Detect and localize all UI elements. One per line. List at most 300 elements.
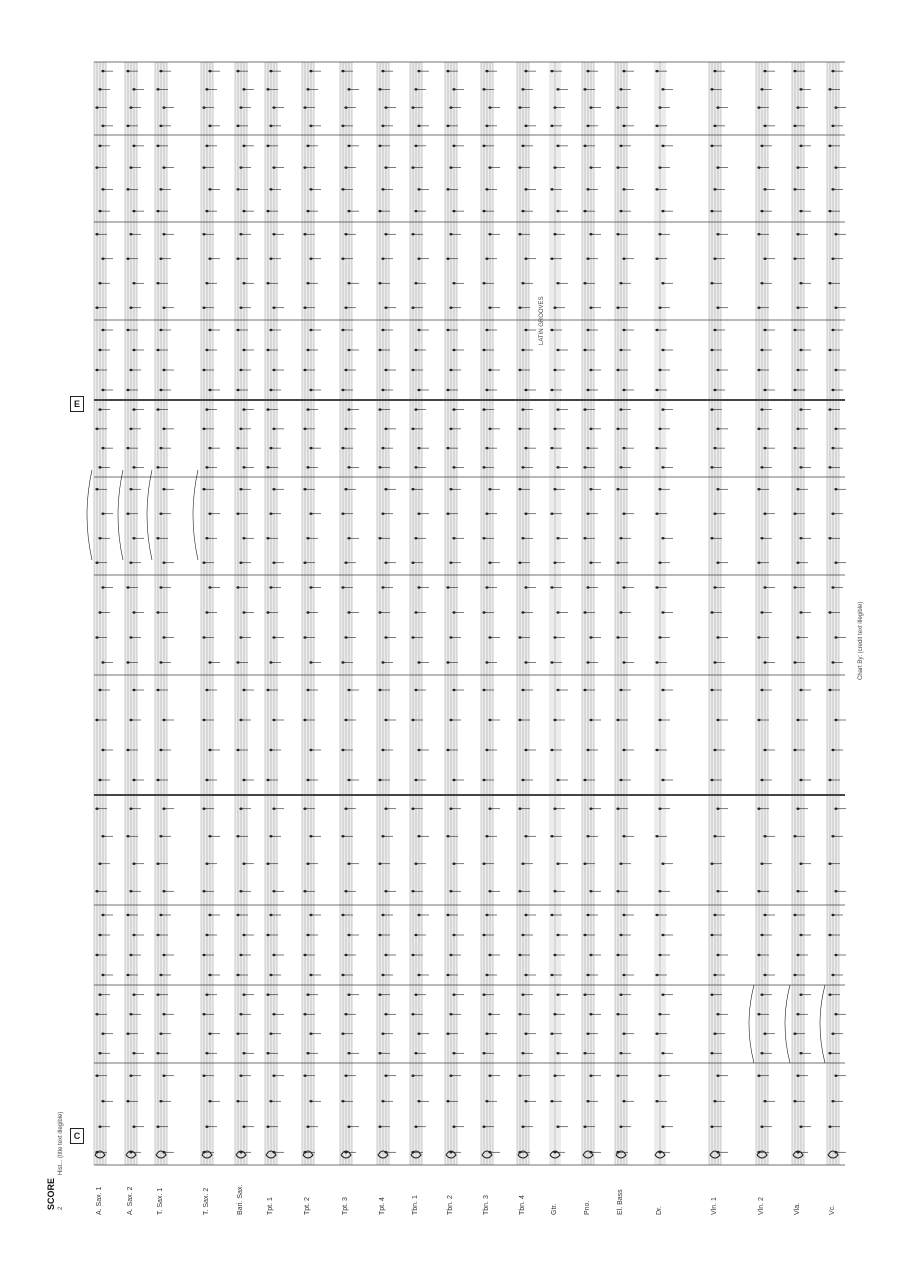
- note-head: [488, 562, 491, 564]
- note-head: [831, 661, 834, 663]
- note-head: [482, 1126, 485, 1128]
- note-head: [205, 537, 208, 539]
- note-head: [344, 636, 347, 638]
- note-head: [347, 779, 350, 781]
- note-head: [266, 779, 269, 781]
- note-head: [269, 188, 272, 190]
- note-head: [828, 689, 831, 691]
- note-head: [159, 125, 162, 127]
- note-head: [796, 233, 799, 235]
- note-head: [384, 890, 387, 892]
- note-head: [162, 369, 165, 371]
- note-head: [521, 408, 524, 410]
- note-head: [834, 233, 837, 235]
- note-head: [524, 586, 527, 588]
- note-head: [159, 329, 162, 331]
- note-head: [518, 369, 521, 371]
- note-head: [757, 233, 760, 235]
- note-head: [414, 349, 417, 351]
- note-head: [269, 1100, 272, 1102]
- note-head: [95, 488, 98, 490]
- note-head: [449, 369, 452, 371]
- note-head: [159, 389, 162, 391]
- note-head: [831, 835, 834, 837]
- note-head: [586, 1033, 589, 1035]
- instrument-label: T. Sax. 1: [157, 1187, 164, 1215]
- note-head: [716, 106, 719, 108]
- note-head: [303, 1075, 306, 1077]
- note-head: [449, 808, 452, 810]
- note-head: [162, 166, 165, 168]
- note-head: [378, 994, 381, 996]
- note-head: [414, 466, 417, 468]
- note-head: [266, 994, 269, 996]
- note-head: [156, 88, 159, 90]
- note-head: [95, 808, 98, 810]
- note-head: [713, 125, 716, 127]
- note-head: [239, 1013, 242, 1015]
- note-head: [381, 749, 384, 751]
- note-head: [556, 1052, 559, 1054]
- note-head: [381, 974, 384, 976]
- note-head: [589, 954, 592, 956]
- note-head: [485, 329, 488, 331]
- note-head: [414, 934, 417, 936]
- note-head: [132, 88, 135, 90]
- note-head: [452, 537, 455, 539]
- note-head: [162, 1151, 165, 1153]
- note-head: [589, 808, 592, 810]
- note-head: [658, 233, 661, 235]
- note-head: [521, 282, 524, 284]
- note-head: [796, 1013, 799, 1015]
- instrument-label: Tpt. 4: [379, 1197, 386, 1215]
- note-head: [132, 466, 135, 468]
- note-head: [344, 1075, 347, 1077]
- note-head: [384, 1013, 387, 1015]
- note-head: [763, 188, 766, 190]
- note-head: [828, 145, 831, 147]
- note-head: [126, 447, 129, 449]
- note-head: [556, 282, 559, 284]
- note-head: [616, 488, 619, 490]
- note-head: [583, 934, 586, 936]
- note-head: [556, 934, 559, 936]
- note-head: [485, 188, 488, 190]
- note-head: [417, 914, 420, 916]
- note-head: [156, 1052, 159, 1054]
- note-head: [446, 749, 449, 751]
- note-head: [619, 145, 622, 147]
- note-head: [799, 1126, 802, 1128]
- note-head: [586, 447, 589, 449]
- note-head: [485, 513, 488, 515]
- instrument-label: Tbn. 4: [519, 1195, 526, 1215]
- note-head: [411, 890, 414, 892]
- note-head: [488, 233, 491, 235]
- note-head: [417, 1033, 420, 1035]
- note-head: [661, 611, 664, 613]
- note-head: [242, 1052, 245, 1054]
- note-head: [381, 661, 384, 663]
- note-head: [710, 88, 713, 90]
- note-head: [524, 188, 527, 190]
- note-head: [661, 994, 664, 996]
- note-head: [828, 349, 831, 351]
- note-head: [446, 1100, 449, 1102]
- instrument-label: El. Bass: [617, 1189, 624, 1215]
- note-head: [834, 890, 837, 892]
- note-head: [831, 329, 834, 331]
- note-head: [132, 689, 135, 691]
- note-head: [202, 233, 205, 235]
- note-head: [710, 210, 713, 212]
- note-head: [202, 307, 205, 309]
- note-head: [341, 835, 344, 837]
- note-head: [760, 934, 763, 936]
- note-head: [658, 166, 661, 168]
- note-head: [796, 562, 799, 564]
- note-head: [524, 125, 527, 127]
- note-head: [799, 466, 802, 468]
- note-head: [132, 1052, 135, 1054]
- note-head: [266, 88, 269, 90]
- note-head: [417, 125, 420, 127]
- note-head: [452, 210, 455, 212]
- note-head: [793, 188, 796, 190]
- note-head: [239, 369, 242, 371]
- note-head: [411, 1151, 414, 1153]
- note-head: [796, 1151, 799, 1153]
- note-head: [518, 636, 521, 638]
- note-head: [347, 210, 350, 212]
- note-head: [622, 1033, 625, 1035]
- note-head: [828, 934, 831, 936]
- note-head: [658, 890, 661, 892]
- note-head: [95, 719, 98, 721]
- note-head: [242, 88, 245, 90]
- note-head: [303, 562, 306, 564]
- note-head: [303, 636, 306, 638]
- note-head: [101, 749, 104, 751]
- note-head: [716, 488, 719, 490]
- note-head: [449, 890, 452, 892]
- note-head: [482, 1052, 485, 1054]
- note-head: [347, 1126, 350, 1128]
- note-head: [619, 349, 622, 351]
- note-head: [414, 779, 417, 781]
- note-head: [344, 233, 347, 235]
- note-head: [553, 233, 556, 235]
- note-head: [208, 188, 211, 190]
- note-head: [586, 125, 589, 127]
- note-head: [414, 282, 417, 284]
- note-head: [98, 282, 101, 284]
- note-head: [716, 1013, 719, 1015]
- note-head: [446, 125, 449, 127]
- note-head: [828, 611, 831, 613]
- note-head: [556, 466, 559, 468]
- note-head: [619, 210, 622, 212]
- note-head: [713, 974, 716, 976]
- note-head: [710, 934, 713, 936]
- note-head: [309, 125, 312, 127]
- note-head: [583, 466, 586, 468]
- note-head: [347, 88, 350, 90]
- note-head: [828, 88, 831, 90]
- note-head: [129, 562, 132, 564]
- note-head: [101, 974, 104, 976]
- note-head: [518, 1013, 521, 1015]
- note-head: [488, 1013, 491, 1015]
- note-head: [622, 513, 625, 515]
- note-head: [550, 586, 553, 588]
- note-head: [793, 749, 796, 751]
- note-head: [306, 934, 309, 936]
- note-head: [757, 636, 760, 638]
- note-head: [272, 636, 275, 638]
- note-head: [485, 586, 488, 588]
- note-head: [347, 349, 350, 351]
- note-head: [236, 329, 239, 331]
- note-head: [242, 282, 245, 284]
- note-head: [266, 863, 269, 865]
- instrument-label: Tbn. 3: [483, 1195, 490, 1215]
- note-head: [378, 145, 381, 147]
- note-head: [126, 1100, 129, 1102]
- note-head: [344, 1013, 347, 1015]
- note-head: [763, 914, 766, 916]
- note-head: [710, 611, 713, 613]
- note-head: [341, 749, 344, 751]
- note-head: [98, 934, 101, 936]
- note-head: [381, 188, 384, 190]
- note-head: [272, 562, 275, 564]
- note-head: [616, 890, 619, 892]
- note-head: [384, 166, 387, 168]
- note-head: [716, 562, 719, 564]
- note-head: [524, 389, 527, 391]
- note-head: [521, 1052, 524, 1054]
- note-head: [162, 562, 165, 564]
- note-head: [589, 428, 592, 430]
- note-head: [518, 719, 521, 721]
- note-head: [306, 994, 309, 996]
- note-head: [347, 537, 350, 539]
- note-head: [482, 282, 485, 284]
- note-head: [101, 1100, 104, 1102]
- note-head: [521, 611, 524, 613]
- note-head: [381, 447, 384, 449]
- note-head: [796, 428, 799, 430]
- note-head: [208, 1100, 211, 1102]
- note-head: [710, 145, 713, 147]
- note-head: [793, 258, 796, 260]
- note-head: [381, 125, 384, 127]
- note-head: [381, 914, 384, 916]
- note-head: [616, 166, 619, 168]
- note-head: [556, 611, 559, 613]
- note-head: [583, 689, 586, 691]
- note-head: [414, 145, 417, 147]
- note-head: [661, 145, 664, 147]
- note-head: [236, 661, 239, 663]
- note-head: [309, 914, 312, 916]
- note-head: [344, 562, 347, 564]
- note-head: [242, 466, 245, 468]
- note-head: [757, 1151, 760, 1153]
- note-head: [831, 974, 834, 976]
- note-head: [556, 537, 559, 539]
- note-head: [452, 994, 455, 996]
- note-head: [242, 611, 245, 613]
- note-head: [129, 428, 132, 430]
- note-head: [834, 166, 837, 168]
- note-head: [488, 166, 491, 168]
- note-head: [341, 1033, 344, 1035]
- note-head: [205, 994, 208, 996]
- note-head: [132, 611, 135, 613]
- note-head: [482, 349, 485, 351]
- note-head: [156, 779, 159, 781]
- note-head: [417, 513, 420, 515]
- note-head: [655, 70, 658, 72]
- note-head: [384, 307, 387, 309]
- note-head: [763, 125, 766, 127]
- note-head: [556, 408, 559, 410]
- note-head: [95, 233, 98, 235]
- note-head: [101, 513, 104, 515]
- note-head: [661, 779, 664, 781]
- note-head: [793, 329, 796, 331]
- note-head: [760, 408, 763, 410]
- note-head: [518, 1151, 521, 1153]
- note-head: [658, 719, 661, 721]
- note-head: [126, 835, 129, 837]
- note-head: [266, 1052, 269, 1054]
- note-head: [132, 282, 135, 284]
- note-head: [716, 233, 719, 235]
- note-head: [834, 636, 837, 638]
- note-head: [521, 537, 524, 539]
- note-head: [417, 661, 420, 663]
- note-head: [98, 689, 101, 691]
- note-head: [266, 934, 269, 936]
- note-head: [834, 488, 837, 490]
- note-head: [589, 488, 592, 490]
- note-head: [384, 1151, 387, 1153]
- note-head: [586, 974, 589, 976]
- note-head: [411, 307, 414, 309]
- note-head: [452, 145, 455, 147]
- note-head: [449, 233, 452, 235]
- note-head: [793, 914, 796, 916]
- note-head: [202, 719, 205, 721]
- note-head: [550, 835, 553, 837]
- note-head: [414, 863, 417, 865]
- slur: [87, 470, 92, 560]
- note-head: [205, 689, 208, 691]
- note-head: [236, 1100, 239, 1102]
- note-head: [796, 719, 799, 721]
- rehearsal-mark-c: C: [70, 1128, 84, 1144]
- note-head: [713, 586, 716, 588]
- note-head: [347, 689, 350, 691]
- note-head: [828, 408, 831, 410]
- note-head: [713, 661, 716, 663]
- note-head: [129, 1151, 132, 1153]
- note-head: [156, 1126, 159, 1128]
- note-head: [344, 890, 347, 892]
- note-head: [269, 586, 272, 588]
- note-head: [129, 233, 132, 235]
- note-head: [101, 1033, 104, 1035]
- note-head: [384, 636, 387, 638]
- note-head: [98, 779, 101, 781]
- note-head: [381, 329, 384, 331]
- note-head: [269, 447, 272, 449]
- note-head: [831, 188, 834, 190]
- note-head: [98, 466, 101, 468]
- note-head: [550, 188, 553, 190]
- note-head: [159, 1100, 162, 1102]
- note-head: [384, 808, 387, 810]
- note-head: [126, 389, 129, 391]
- note-head: [485, 1100, 488, 1102]
- note-head: [757, 890, 760, 892]
- note-head: [763, 389, 766, 391]
- note-head: [378, 349, 381, 351]
- note-head: [553, 719, 556, 721]
- note-head: [208, 70, 211, 72]
- note-head: [384, 1075, 387, 1077]
- note-head: [269, 1033, 272, 1035]
- note-head: [763, 661, 766, 663]
- instrument-label: Vln. 1: [711, 1197, 718, 1215]
- note-head: [126, 661, 129, 663]
- note-head: [129, 488, 132, 490]
- note-head: [266, 349, 269, 351]
- note-head: [828, 994, 831, 996]
- note-head: [162, 1013, 165, 1015]
- note-head: [622, 188, 625, 190]
- note-head: [239, 562, 242, 564]
- note-head: [488, 890, 491, 892]
- note-head: [242, 210, 245, 212]
- note-head: [414, 537, 417, 539]
- note-head: [272, 369, 275, 371]
- note-head: [205, 349, 208, 351]
- note-head: [716, 890, 719, 892]
- note-head: [101, 586, 104, 588]
- note-head: [710, 466, 713, 468]
- note-head: [202, 1151, 205, 1153]
- note-head: [446, 258, 449, 260]
- note-head: [521, 779, 524, 781]
- note-head: [269, 70, 272, 72]
- note-head: [162, 106, 165, 108]
- note-head: [760, 689, 763, 691]
- note-head: [661, 466, 664, 468]
- note-head: [757, 307, 760, 309]
- note-head: [159, 1033, 162, 1035]
- note-head: [129, 1013, 132, 1015]
- note-head: [378, 408, 381, 410]
- note-head: [208, 513, 211, 515]
- note-head: [446, 586, 449, 588]
- note-head: [763, 513, 766, 515]
- note-head: [156, 349, 159, 351]
